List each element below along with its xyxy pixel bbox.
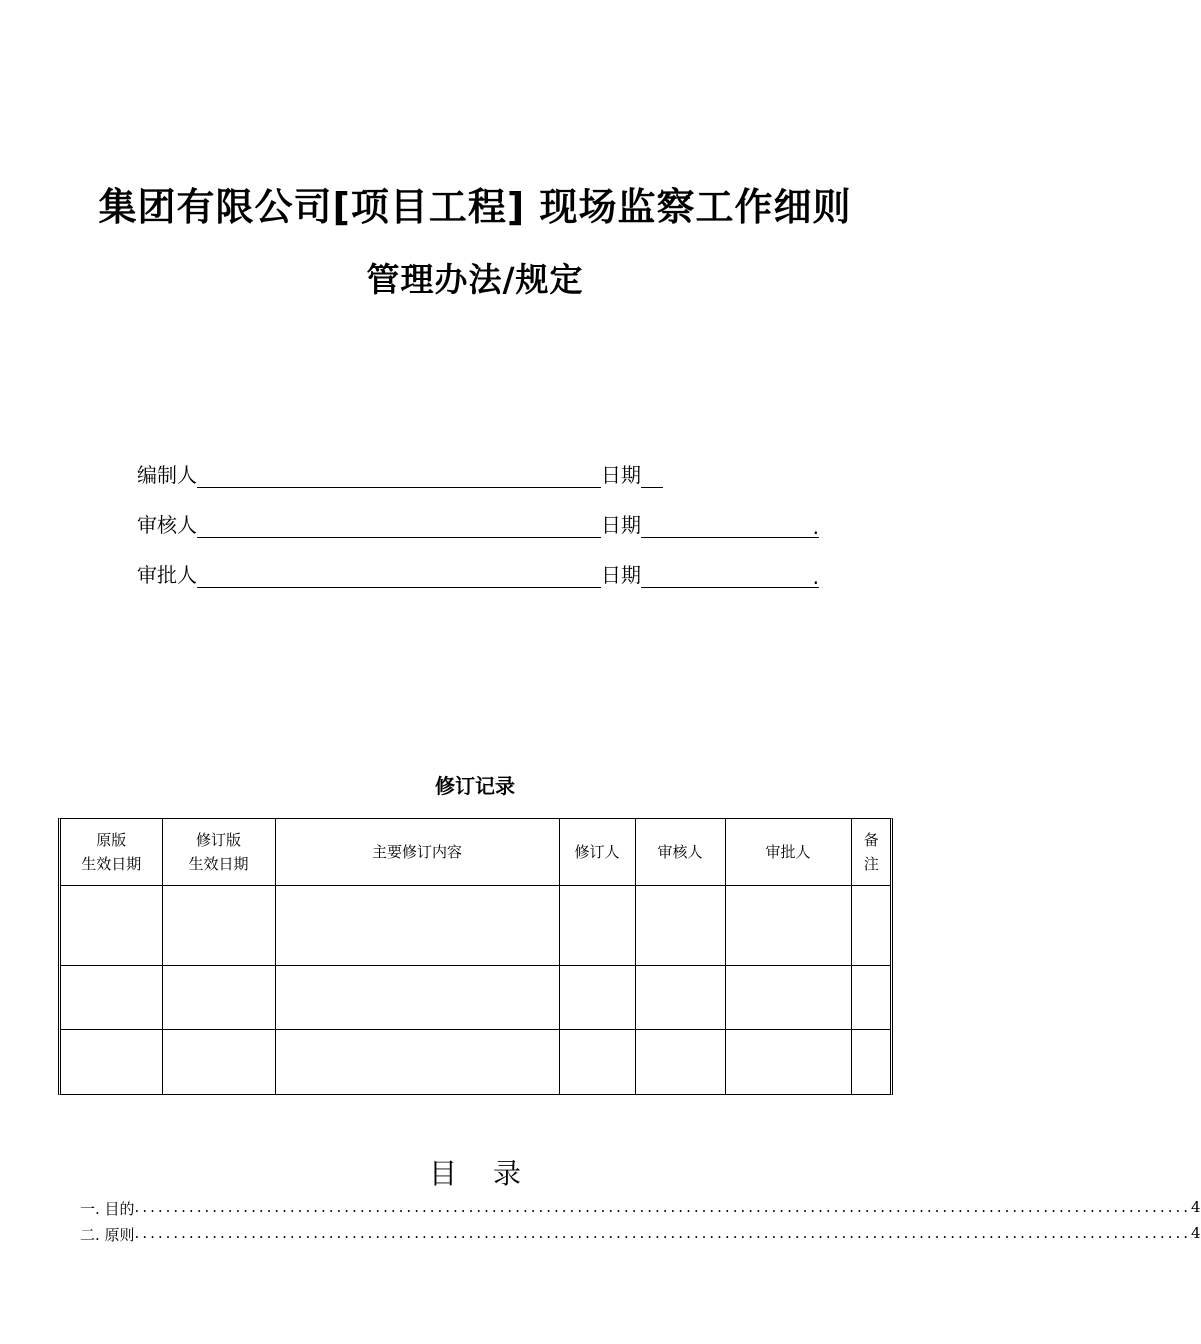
table-cell[interactable] [61,966,162,1030]
table-cell[interactable] [275,966,559,1030]
signature-role: 编制人 [137,463,197,487]
toc-leader: ........................................................................................................................................ [134,1198,1192,1216]
table-cell[interactable] [635,966,725,1030]
col-main-revision-content: 主要修订内容 [275,819,559,885]
revision-table [61,819,891,1094]
table-cell[interactable] [162,966,275,1030]
table-header-row [61,819,891,885]
table-cell[interactable] [559,966,635,1030]
table-cell[interactable] [635,1030,725,1094]
col-revised-effective-date: 修订版 生效日期 [162,819,275,885]
signature-role: 审批人 [137,563,197,587]
table-cell[interactable] [725,885,851,965]
signature-line [197,515,601,538]
document-title: 集团有限公司[项目工程] 现场监察工作细则 [98,185,852,229]
col-remarks: 备 注 [851,819,891,885]
table-cell[interactable] [851,1030,891,1094]
date-label: 日期 [601,513,641,537]
signature-line [197,465,601,488]
table-cell[interactable] [559,1030,635,1094]
toc-item-label: 二. 原则 [80,1226,135,1244]
table-cell[interactable] [61,1030,162,1094]
table-cell[interactable] [559,885,635,965]
revision-table-frame [58,818,893,1095]
signature-line [197,565,601,588]
table-cell[interactable] [162,1030,275,1094]
table-cell[interactable] [725,1030,851,1094]
toc-item-page: 4 [1191,1224,1201,1242]
signature-role: 审核人 [137,513,197,537]
col-original-effective-date: 原版 生效日期 [61,819,162,885]
table-row [61,885,891,965]
toc-leader: ........................................................................................................................................ [134,1224,1192,1242]
table-row [61,1030,891,1094]
date-label: 日期 [601,463,641,487]
table-cell[interactable] [275,1030,559,1094]
col-reviewer: 审核人 [635,819,725,885]
col-reviser: 修订人 [559,819,635,885]
date-label: 日期 [601,563,641,587]
toc-title: 目录 [428,1157,557,1190]
date-line: . [641,515,819,538]
signature-row-approver [137,556,819,588]
toc-item[interactable] [80,1198,1201,1219]
table-cell[interactable] [162,885,275,965]
document-subtitle: 管理办法/规定 [366,260,584,299]
toc-item[interactable] [80,1224,1201,1245]
revision-record-title: 修订记录 [435,774,515,798]
table-cell[interactable] [725,966,851,1030]
table-cell[interactable] [61,885,162,965]
signature-row-editor [137,456,663,488]
table-row [61,966,891,1030]
toc-item-page: 4 [1191,1198,1201,1216]
date-line [641,465,663,488]
table-cell[interactable] [851,885,891,965]
date-line: . [641,565,819,588]
signature-row-reviewer [137,506,819,538]
toc-item-label: 一. 目的 [80,1200,135,1218]
col-approver: 审批人 [725,819,851,885]
table-cell[interactable] [275,885,559,965]
table-cell[interactable] [635,885,725,965]
table-cell[interactable] [851,966,891,1030]
